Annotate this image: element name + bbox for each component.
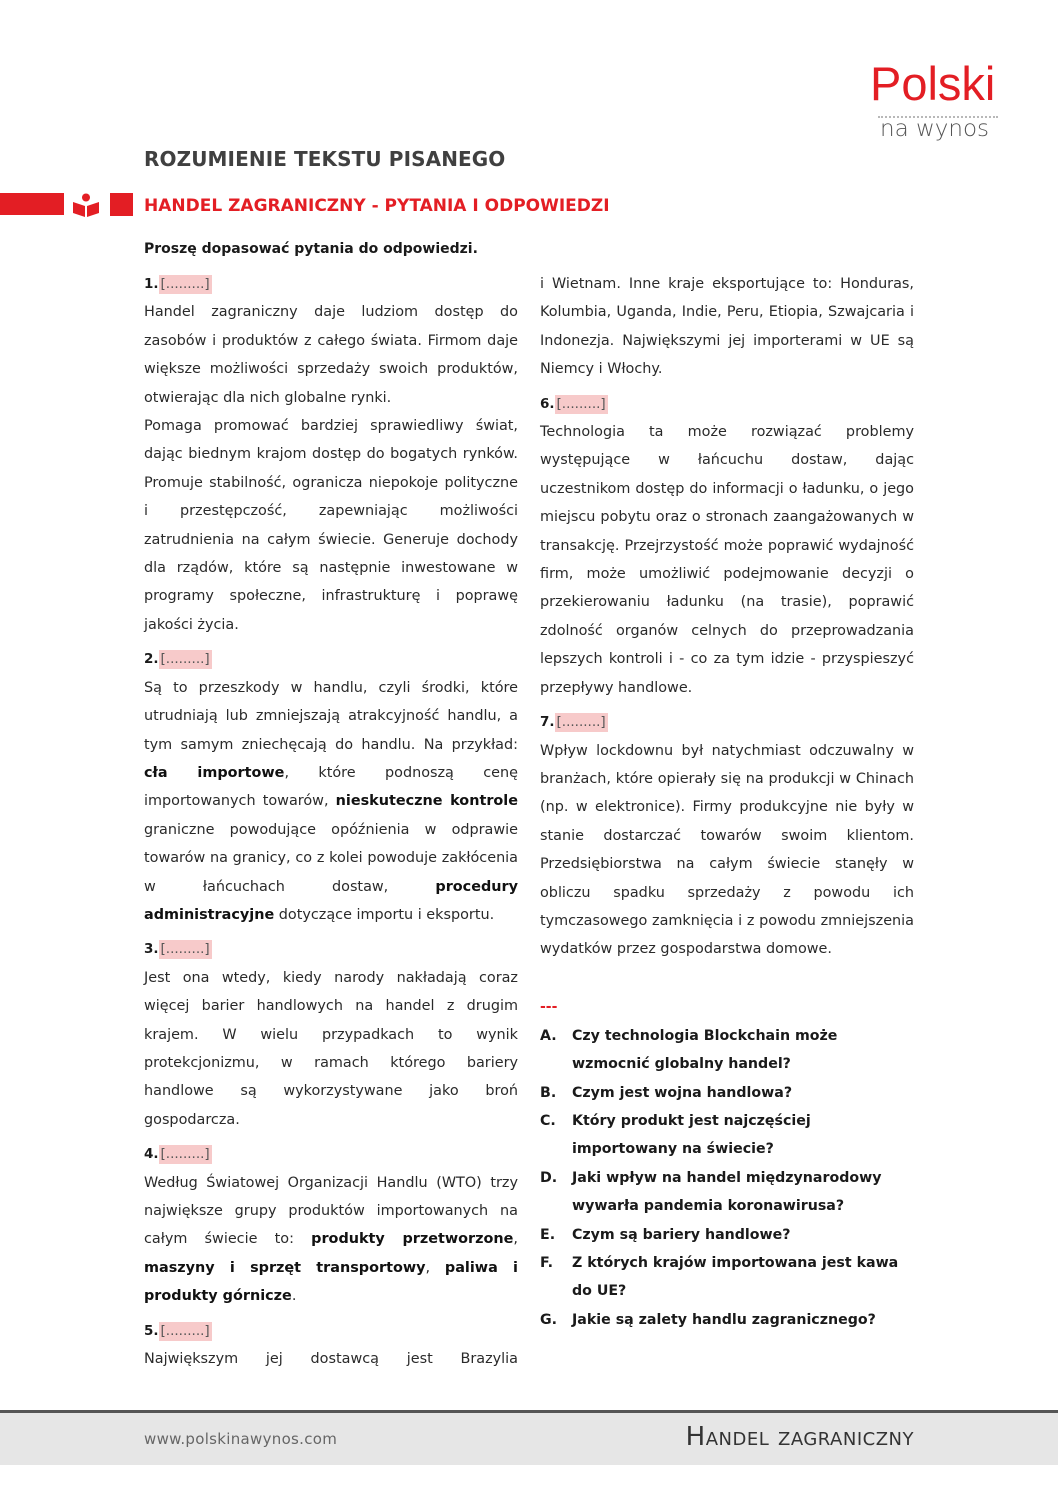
section-title: HANDEL ZAGRANICZNY - PYTANIA I ODPOWIEDZI [144,196,610,216]
instruction: Proszę dopasować pytania do odpowiedzi. [144,241,478,257]
answer-2-paragraph: Są to przeszkody w handlu, czyli środki, które utrudniają lub zmniejszają atrakcyjność handlu, a tym samym zniechęcają do handlu. Na przykład: cła importowe, które podnoszą cenę importowanych towarów, nieskuteczne kontrole graniczne powodujące opóźnienia w odprawie towarów na granicy, co z kolei powoduje zakłócenia w łańcuchach dostaw, procedury administracyjne dotyczące importu i eksportu. [144,679,519,923]
answer-number: 6. [.........] [540,395,606,412]
answer-1-paragraph: Pomaga promować bardziej sprawiedliwy świat, dając biednym krajom dostęp do bogatych rynków. Promuje stabilność, ogranicza niepokoje polityczne i przestępczość, zapewniając możliwości zatrudnienia na całym świecie. Generuje dochody dla rządów, które są następnie inwestowane w programy społeczne, infrastrukturę i poprawę jakości życia. [144,418,518,633]
answer-blank[interactable]: [.........] [160,941,210,958]
answer-blank[interactable]: [.........] [160,1146,210,1163]
answer-blank[interactable]: [.........] [160,276,210,292]
answer-number: 4. [.........] [144,1146,210,1163]
brand-logo [868,58,1002,148]
answer-blank[interactable]: [.........] [160,651,210,668]
question-item: C. Który produkt jest najczęściej importowany na świecie? [540,1112,811,1158]
answer-7-paragraph: Wpływ lockdownu był natychmiast odczuwalny w branżach, które opierały się na produkcji w Chinach (np. w elektronice). Firmy produkcyjne nie były w stanie dostarczać towarów swoim klientom. Przedsiębiorstwa na całym świecie stanęły w obliczu spadku sprzedaży z powodu ich tymczasowego zamknięcia i z powodu zmniejszenia wydatków przez gospodarstwa domowe. [540,742,914,958]
logo-main-text: Polski [870,57,996,110]
right-column [540,270,914,1334]
answer-blank[interactable]: [.........] [160,1322,210,1339]
accent-bar [0,193,64,215]
answer-number: 1. [.........] [144,276,210,292]
answer-6-paragraph: Technologia ta może rozwiązać problemy występujące w łańcuchu dostaw, dając uczestnikom dostęp do informacji o ładunku, o jego miejscu pobytu oraz o stronach zaangażowanych w transakcję. Przejrzystość może poprawić wydajność firm, może umożliwić podejmowanie decyzji o przekierowaniu ładunku (na trasie), poprawić zdolność organów celnych do przeprowadzania lepszych kontroli i - co za tym idzie - przyspieszyć przepływy handlowe. [540,424,914,696]
question-item: G. Jakie są zalety handlu zagranicznego? [540,1311,876,1328]
question-item: F. Z których krajów importowana jest kawa do UE? [540,1255,899,1300]
answer-number: 3. [.........] [144,941,210,958]
answer-blank[interactable]: [.........] [556,395,606,412]
answer-blank[interactable]: [.........] [556,714,606,731]
open-book-icon [72,193,100,217]
left-column [144,270,518,1373]
answer-5-continuation: i Wietnam. Inne kraje eksportujące to: Honduras, Kolumbia, Uganda, Indie, Peru, Etiopia, Szwajcaria i Indonezja. Największymi jej importerami w UE są Niemcy i Włochy. [540,276,914,378]
answer-number: 5. [.........] [144,1322,210,1339]
answer-1-paragraph: Handel zagraniczny daje ludziom dostęp do zasobów i produktów z całego świata. Firmom daje większe możliwości sprzedaży swoich produktów, otwierając dla nich globalne rynki. [144,304,518,406]
page-title: ROZUMIENIE TEKSTU PISANEGO [144,147,506,171]
logo-sub-text: na wynos [880,116,990,142]
footer-title: Handel zagraniczny [685,1422,914,1452]
question-list [540,1022,914,1334]
answer-5-paragraph: Największym jej dostawcą jest Brazylia [144,1351,518,1368]
question-item: D. Jaki wpływ na handel międzynarodowy wywarła pandemia koronawirusa? [540,1169,882,1215]
separator: --- [540,998,558,1015]
answer-number: 2. [.........] [144,651,210,668]
question-item: A. Czy technologia Blockchain może wzmocnić globalny handel? [540,1027,838,1073]
footer-url-link[interactable]: www.polskinawynos.com [144,1430,338,1448]
question-item: B. Czym jest wojna handlowa? [540,1084,793,1101]
question-item: E. Czym są bariery handlowe? [540,1226,791,1243]
accent-square [110,193,133,216]
answer-3-paragraph: Jest ona wtedy, kiedy narody nakładają coraz więcej barier handlowych na handel z drugim krajem. W wielu przypadkach to wynik protekcjonizmu, w ramach którego bariery handlowe są wykorzystywane jako broń gospodarcza. [144,969,518,1128]
answer-4-paragraph: Według Światowej Organizacji Handlu (WTO) trzy największe grupy produktów importowanych na całym świecie to: produkty przetworzone, maszyny i sprzęt transportowy, paliwa i produkty górnicze. [144,1174,518,1305]
answer-number: 7. [.........] [540,714,606,731]
